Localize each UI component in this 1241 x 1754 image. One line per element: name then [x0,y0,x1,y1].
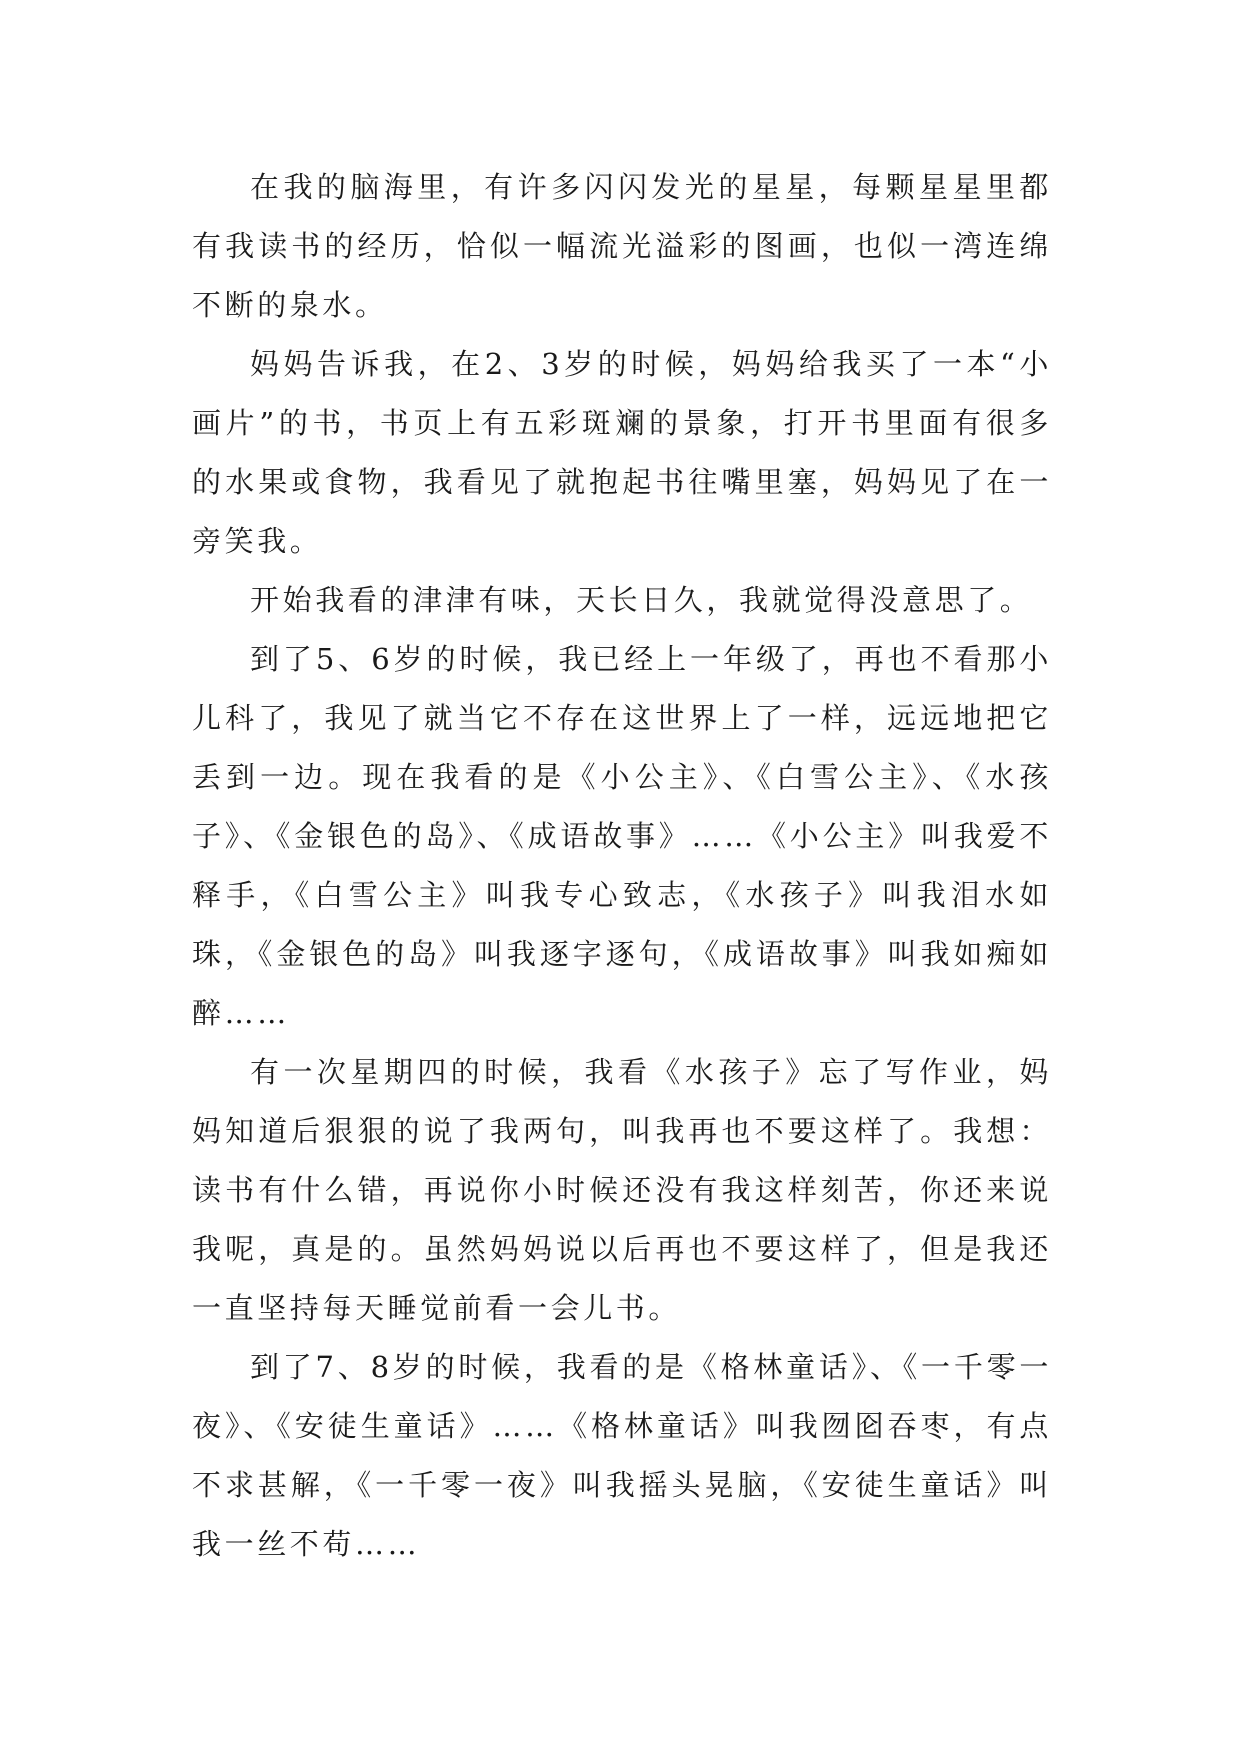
paragraph-5: 有一次星期四的时候，我看《水孩子》忘了写作业，妈妈知道后狠狠的说了我两句，叫我再也不要这样了。我想：读书有什么错，再说你小时候还没有我这样刻苦，你还来说我呢，真是的。虽然妈妈说以后再也不要这样了，但是我还一直坚持每天睡觉前看一会儿书。 [192,1055,1052,1325]
paragraph-1: 在我的脑海里，有许多闪闪发光的星星，每颗星星里都有我读书的经历，恰似一幅流光溢彩的图画，也似一湾连绵不断的泉水。 [192,170,1052,322]
paragraph-6: 到了7、8岁的时候，我看的是《格林童话》、《一千零一夜》、《安徒生童话》……《格林童话》叫我囫囵吞枣，有点不求甚解，《一千零一夜》叫我摇头晃脑，《安徒生童话》叫我一丝不苟…… [192,1350,1052,1561]
document-body [192,158,1052,1574]
paragraph-2: 妈妈告诉我，在2、3岁的时候，妈妈给我买了一本“小画片”的书，书页上有五彩斑斓的景象，打开书里面有很多的水果或食物，我看见了就抱起书往嘴里塞，妈妈见了在一旁笑我。 [192,347,1052,558]
paragraph-3: 开始我看的津津有味，天长日久，我就觉得没意思了。 [250,583,1033,617]
paragraph-4: 到了5、6岁的时候，我已经上一年级了，再也不看那小儿科了，我见了就当它不存在这世界上了一样，远远地把它丢到一边。现在我看的是《小公主》、《白雪公主》、《水孩子》、《金银色的岛》、《成语故事》……《小公主》叫我爱不释手，《白雪公主》叫我专心致志，《水孩子》叫我泪水如珠，《金银色的岛》叫我逐字逐句，《成语故事》叫我如痴如醉…… [192,642,1052,1030]
